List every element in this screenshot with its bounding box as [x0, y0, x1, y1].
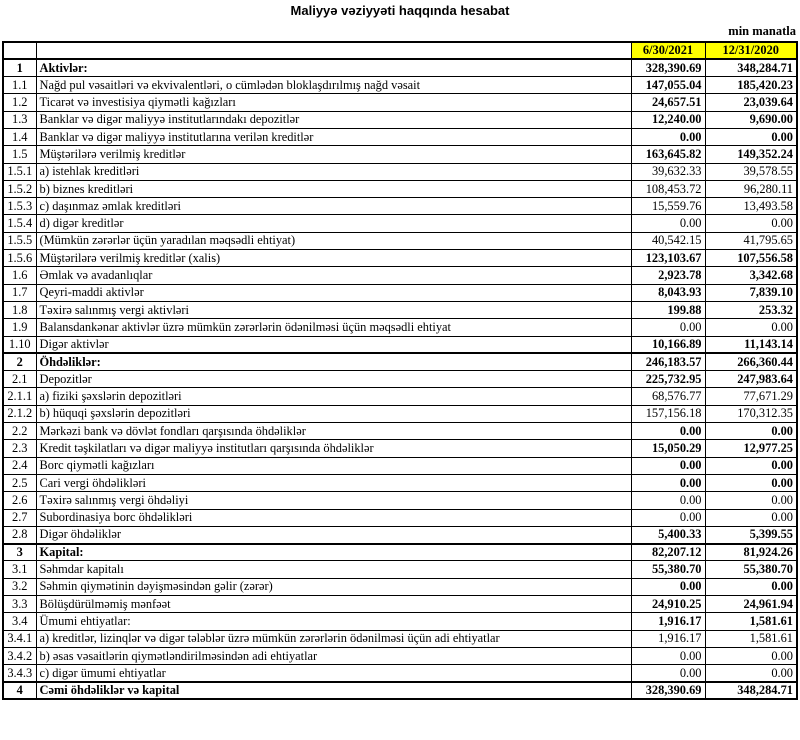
financial-position-table: [2, 41, 798, 700]
value-cell-2021: 8,043.93: [631, 284, 705, 301]
table-row: [3, 544, 797, 561]
table-row: [3, 405, 797, 422]
value-cell-2021: 0.00: [631, 128, 705, 145]
row-number-cell: 1.5.1: [3, 163, 36, 180]
value-cell-2021: 24,657.51: [631, 94, 705, 111]
row-number-cell: 3.1: [3, 561, 36, 578]
header-empty-number-cell: [3, 42, 36, 59]
value-cell-2020: 0.00: [705, 578, 797, 595]
table-row: [3, 319, 797, 336]
table-row: [3, 647, 797, 664]
row-label-cell: Öhdəliklər:: [36, 353, 631, 370]
value-cell-2021: 68,576.77: [631, 388, 705, 405]
row-number-cell: 3.4.3: [3, 665, 36, 682]
row-label-cell: Nağd pul vəsaitləri və ekvivalentləri, o cümlədən bloklaşdırılmış nağd vəsait: [36, 77, 631, 94]
row-number-cell: 1.3: [3, 111, 36, 128]
row-label-cell: d) digər kreditlər: [36, 215, 631, 232]
row-label-cell: Subordinasiya borc öhdəlikləri: [36, 509, 631, 526]
value-cell-2020: 0.00: [705, 319, 797, 336]
value-cell-2020: 9,690.00: [705, 111, 797, 128]
value-cell-2021: 0.00: [631, 319, 705, 336]
header-row: [3, 42, 797, 59]
table-row: [3, 128, 797, 145]
table-row: [3, 301, 797, 318]
row-number-cell: 1.9: [3, 319, 36, 336]
value-cell-2021: 0.00: [631, 647, 705, 664]
row-label-cell: Səhmin qiymətinin dəyişməsindən gəlir (zərər): [36, 578, 631, 595]
column-header-date-2021: 6/30/2021: [631, 42, 705, 59]
row-number-cell: 3: [3, 544, 36, 561]
value-cell-2020: 12,977.25: [705, 440, 797, 457]
value-cell-2021: 40,542.15: [631, 232, 705, 249]
value-cell-2021: 1,916.17: [631, 613, 705, 630]
table-row: [3, 578, 797, 595]
value-cell-2021: 55,380.70: [631, 561, 705, 578]
table-row: [3, 440, 797, 457]
table-row: [3, 163, 797, 180]
value-cell-2020: 0.00: [705, 665, 797, 682]
row-number-cell: 1.7: [3, 284, 36, 301]
table-row: [3, 526, 797, 543]
row-label-cell: b) biznes kreditləri: [36, 180, 631, 197]
table-row: [3, 284, 797, 301]
value-cell-2021: 15,050.29: [631, 440, 705, 457]
row-number-cell: 3.4.1: [3, 630, 36, 647]
table-row: [3, 77, 797, 94]
value-cell-2021: 0.00: [631, 665, 705, 682]
value-cell-2021: 328,390.69: [631, 682, 705, 699]
row-label-cell: Təxirə salınmış vergi aktivləri: [36, 301, 631, 318]
row-label-cell: Müştərilərə verilmiş kreditlər: [36, 146, 631, 163]
value-cell-2021: 0.00: [631, 215, 705, 232]
row-label-cell: c) digər ümumi ehtiyatlar: [36, 665, 631, 682]
value-cell-2021: 0.00: [631, 474, 705, 491]
row-label-cell: a) fiziki şəxslərin depozitləri: [36, 388, 631, 405]
row-label-cell: a) kreditlər, lizinqlər və digər tələblər üzrə mümkün zərərlərin ödənilməsi üçün adi ehtiyatlar: [36, 630, 631, 647]
row-number-cell: 2.2: [3, 423, 36, 440]
row-label-cell: Səhmdar kapitalı: [36, 561, 631, 578]
value-cell-2021: 5,400.33: [631, 526, 705, 543]
row-number-cell: 2.5: [3, 474, 36, 491]
table-row: [3, 198, 797, 215]
row-label-cell: Digər aktivlər: [36, 336, 631, 353]
value-cell-2021: 225,732.95: [631, 371, 705, 388]
row-number-cell: 4: [3, 682, 36, 699]
row-label-cell: Balansdankənar aktivlər üzrə mümkün zərərlərin ödənilməsi üçün məqsədli ehtiyat: [36, 319, 631, 336]
row-number-cell: 2.1.2: [3, 405, 36, 422]
table-row: [3, 353, 797, 370]
value-cell-2020: 0.00: [705, 215, 797, 232]
value-cell-2021: 10,166.89: [631, 336, 705, 353]
row-number-cell: 1.5.3: [3, 198, 36, 215]
value-cell-2020: 1,581.61: [705, 613, 797, 630]
row-label-cell: Qeyri-maddi aktivlər: [36, 284, 631, 301]
value-cell-2020: 0.00: [705, 423, 797, 440]
value-cell-2020: 149,352.24: [705, 146, 797, 163]
table-row: [3, 59, 797, 76]
row-number-cell: 3.2: [3, 578, 36, 595]
table-row: [3, 492, 797, 509]
value-cell-2020: 107,556.58: [705, 250, 797, 267]
row-label-cell: Cəmi öhdəliklər və kapital: [36, 682, 631, 699]
table-row: [3, 180, 797, 197]
page-title: Maliyyə vəziyyəti haqqında hesabat: [290, 3, 510, 18]
row-label-cell: Digər öhdəliklər: [36, 526, 631, 543]
value-cell-2020: 23,039.64: [705, 94, 797, 111]
table-row: [3, 371, 797, 388]
value-cell-2020: 41,795.65: [705, 232, 797, 249]
table-row: [3, 630, 797, 647]
value-cell-2020: 185,420.23: [705, 77, 797, 94]
row-number-cell: 1.5.4: [3, 215, 36, 232]
value-cell-2020: 39,578.55: [705, 163, 797, 180]
value-cell-2020: 253.32: [705, 301, 797, 318]
value-cell-2021: 24,910.25: [631, 596, 705, 613]
value-cell-2021: 0.00: [631, 457, 705, 474]
value-cell-2020: 13,493.58: [705, 198, 797, 215]
table-row: [3, 336, 797, 353]
value-cell-2020: 0.00: [705, 492, 797, 509]
value-cell-2020: 3,342.68: [705, 267, 797, 284]
row-label-cell: Əmlak və avadanlıqlar: [36, 267, 631, 284]
table-row: [3, 457, 797, 474]
value-cell-2021: 163,645.82: [631, 146, 705, 163]
row-label-cell: Təxirə salınmış vergi öhdəliyi: [36, 492, 631, 509]
table-row: [3, 146, 797, 163]
value-cell-2020: 348,284.71: [705, 59, 797, 76]
value-cell-2020: 81,924.26: [705, 544, 797, 561]
row-number-cell: 1.6: [3, 267, 36, 284]
row-label-cell: Banklar və digər maliyyə institutlarına verilən kreditlər: [36, 128, 631, 145]
row-label-cell: Kapital:: [36, 544, 631, 561]
row-label-cell: Banklar və digər maliyyə institutlarındakı depozitlər: [36, 111, 631, 128]
table-row: [3, 388, 797, 405]
value-cell-2021: 123,103.67: [631, 250, 705, 267]
row-label-cell: a) istehlak kreditləri: [36, 163, 631, 180]
row-number-cell: 2: [3, 353, 36, 370]
value-cell-2021: 82,207.12: [631, 544, 705, 561]
row-number-cell: 3.3: [3, 596, 36, 613]
value-cell-2021: 246,183.57: [631, 353, 705, 370]
header-empty-label-cell: [36, 42, 631, 59]
table-row: [3, 561, 797, 578]
row-number-cell: 1.4: [3, 128, 36, 145]
row-number-cell: 2.3: [3, 440, 36, 457]
value-cell-2020: 11,143.14: [705, 336, 797, 353]
row-label-cell: Depozitlər: [36, 371, 631, 388]
value-cell-2020: 77,671.29: [705, 388, 797, 405]
value-cell-2021: 0.00: [631, 492, 705, 509]
unit-note: min manatla: [728, 24, 796, 38]
value-cell-2021: 39,632.33: [631, 163, 705, 180]
row-label-cell: Bölüşdürülməmiş mənfəət: [36, 596, 631, 613]
value-cell-2020: 5,399.55: [705, 526, 797, 543]
row-number-cell: 1.1: [3, 77, 36, 94]
value-cell-2020: 266,360.44: [705, 353, 797, 370]
row-number-cell: 1.2: [3, 94, 36, 111]
table-row: [3, 613, 797, 630]
value-cell-2020: 24,961.94: [705, 596, 797, 613]
value-cell-2021: 12,240.00: [631, 111, 705, 128]
value-cell-2021: 199.88: [631, 301, 705, 318]
row-label-cell: Aktivlər:: [36, 59, 631, 76]
row-label-cell: c) daşınmaz əmlak kreditləri: [36, 198, 631, 215]
value-cell-2020: 0.00: [705, 509, 797, 526]
row-label-cell: Kredit təşkilatları və digər maliyyə institutları qarşısında öhdəliklər: [36, 440, 631, 457]
value-cell-2020: 348,284.71: [705, 682, 797, 699]
value-cell-2021: 157,156.18: [631, 405, 705, 422]
row-number-cell: 1.5.2: [3, 180, 36, 197]
table-row: [3, 232, 797, 249]
value-cell-2021: 108,453.72: [631, 180, 705, 197]
value-cell-2021: 328,390.69: [631, 59, 705, 76]
row-number-cell: 1: [3, 59, 36, 76]
row-number-cell: 1.5.5: [3, 232, 36, 249]
table-row: [3, 94, 797, 111]
value-cell-2020: 247,983.64: [705, 371, 797, 388]
table-row: [3, 215, 797, 232]
row-label-cell: Ümumi ehtiyatlar:: [36, 613, 631, 630]
value-cell-2021: 0.00: [631, 509, 705, 526]
value-cell-2020: 0.00: [705, 457, 797, 474]
table-row: [3, 267, 797, 284]
value-cell-2020: 55,380.70: [705, 561, 797, 578]
table-row: [3, 682, 797, 699]
row-number-cell: 2.7: [3, 509, 36, 526]
row-number-cell: 1.8: [3, 301, 36, 318]
row-number-cell: 3.4.2: [3, 647, 36, 664]
row-label-cell: Müştərilərə verilmiş kreditlər (xalis): [36, 250, 631, 267]
table-row: [3, 423, 797, 440]
table-row: [3, 665, 797, 682]
value-cell-2020: 0.00: [705, 474, 797, 491]
row-label-cell: b) əsas vəsaitlərin qiymətləndirilməsindən adi ehtiyatlar: [36, 647, 631, 664]
row-label-cell: Cari vergi öhdəlikləri: [36, 474, 631, 491]
table-row: [3, 596, 797, 613]
row-number-cell: 2.6: [3, 492, 36, 509]
table-body: [3, 59, 797, 699]
row-label-cell: Mərkəzi bank və dövlət fondları qarşısında öhdəliklər: [36, 423, 631, 440]
row-label-cell: b) hüquqi şəxslərin depozitləri: [36, 405, 631, 422]
row-number-cell: 2.1: [3, 371, 36, 388]
value-cell-2021: 0.00: [631, 578, 705, 595]
row-number-cell: 2.8: [3, 526, 36, 543]
value-cell-2020: 0.00: [705, 128, 797, 145]
row-label-cell: (Mümkün zərərlər üçün yaradılan məqsədli ehtiyat): [36, 232, 631, 249]
row-number-cell: 1.5: [3, 146, 36, 163]
row-label-cell: Borc qiymətli kağızları: [36, 457, 631, 474]
value-cell-2021: 1,916.17: [631, 630, 705, 647]
value-cell-2021: 15,559.76: [631, 198, 705, 215]
value-cell-2021: 147,055.04: [631, 77, 705, 94]
table-row: [3, 509, 797, 526]
row-number-cell: 1.10: [3, 336, 36, 353]
value-cell-2020: 170,312.35: [705, 405, 797, 422]
column-header-date-2020: 12/31/2020: [705, 42, 797, 59]
row-number-cell: 2.1.1: [3, 388, 36, 405]
row-number-cell: 2.4: [3, 457, 36, 474]
table-row: [3, 250, 797, 267]
row-label-cell: Ticarət və investisiya qiymətli kağızları: [36, 94, 631, 111]
value-cell-2020: 0.00: [705, 647, 797, 664]
value-cell-2020: 7,839.10: [705, 284, 797, 301]
value-cell-2020: 1,581.61: [705, 630, 797, 647]
row-number-cell: 1.5.6: [3, 250, 36, 267]
row-number-cell: 3.4: [3, 613, 36, 630]
value-cell-2021: 0.00: [631, 423, 705, 440]
value-cell-2020: 96,280.11: [705, 180, 797, 197]
table-row: [3, 111, 797, 128]
table-row: [3, 474, 797, 491]
value-cell-2021: 2,923.78: [631, 267, 705, 284]
